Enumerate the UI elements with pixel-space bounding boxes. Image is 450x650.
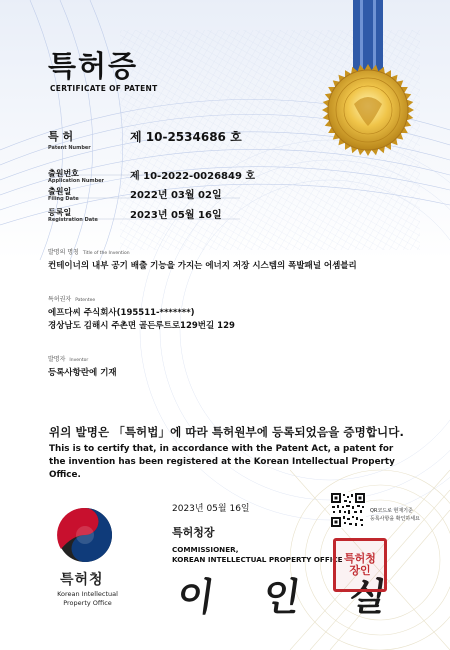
patentee-label: 특허권자 Patentee bbox=[48, 296, 96, 303]
certification-statement-en: This is to certify that, in accordance with the Patent Act, a patent for the invention has been registered at the Korean Intellectual Property Office. bbox=[49, 444, 395, 480]
filing-date-label-en: Filing Date bbox=[48, 196, 79, 202]
inventor-value: 등록사항란에 기재 bbox=[48, 368, 117, 378]
certificate-title: 특허증 bbox=[48, 49, 139, 83]
kipo-logo-icon bbox=[55, 505, 115, 565]
patent-number-label: 특 허 bbox=[48, 130, 74, 143]
qr-code-icon[interactable] bbox=[330, 492, 366, 528]
registration-date-label-en: Registration Date bbox=[48, 217, 98, 223]
application-number-label-en: Application Number bbox=[48, 178, 105, 184]
registration-date-value: 2023년 05월 16일 bbox=[130, 210, 222, 221]
application-number-value: 제 10-2022-0026849 호 bbox=[130, 171, 256, 182]
patentee-address: 경상남도 김해시 주촌면 골든루트로129번길 129 bbox=[48, 321, 235, 331]
commissioner-title-ko: 특허청장 bbox=[172, 526, 215, 539]
patent-number-label-en: Patent Number bbox=[48, 145, 91, 151]
registration-date-label: 등록일 bbox=[48, 208, 72, 217]
office-name-ko: 특허청 bbox=[60, 572, 104, 588]
inventor-label: 발명자 Inventor bbox=[48, 356, 89, 363]
qr-instructions: QR코드로 현재기준 등록사항을 확인하세요 bbox=[370, 508, 420, 522]
certification-statement-ko: 위의 발명은 「특허법」에 따라 특허원부에 등록되었음을 증명합니다. bbox=[49, 425, 404, 439]
patent-number-value: 제 10-2534686 호 bbox=[130, 130, 242, 144]
office-name-en: Korean Intellectual Property Office bbox=[57, 590, 118, 607]
application-number-label: 출원번호 bbox=[48, 169, 79, 178]
patentee-name: 에프다씨 주식회사(195511-*******) bbox=[48, 308, 195, 318]
issue-date: 2023년 05월 16일 bbox=[172, 504, 250, 514]
filing-date-value: 2022년 03월 02일 bbox=[130, 190, 222, 201]
official-seal-stamp bbox=[333, 538, 387, 592]
commissioner-title-en: COMMISSIONER, KOREAN INTELLECTUAL PROPERTY OFFICE bbox=[172, 545, 343, 564]
certificate-subtitle: CERTIFICATE OF PATENT bbox=[50, 84, 158, 93]
seal-text: 특허청장인 bbox=[344, 552, 376, 577]
filing-date-label: 출원일 bbox=[48, 187, 72, 196]
invention-title-value: 컨테이너의 내부 공기 배출 기능을 가지는 에너지 저장 시스템의 폭발패널 어셈블리 bbox=[48, 261, 357, 271]
invention-title-label: 발명의 명칭 Title of the Invention bbox=[48, 249, 130, 256]
commissioner-signature: 이 인 실 bbox=[174, 574, 408, 619]
